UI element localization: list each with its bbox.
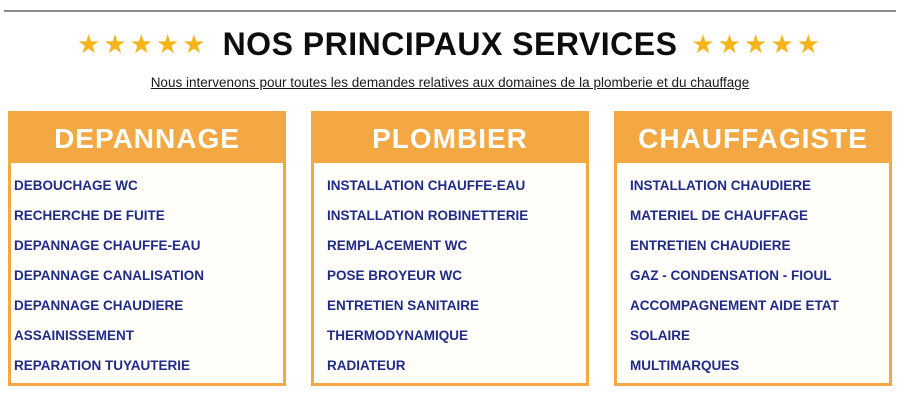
services-page [0,10,900,403]
page-subtitle: Nous intervenons pour toutes les demandes relatives aux domaines de la plomberie et du chauffage [150,75,750,90]
star-rating-right-icon: ★★★★★ [691,29,823,59]
column-title-depannage: DEPANNAGE [11,114,283,163]
service-item[interactable]: RECHERCHE DE FUITE [14,208,165,223]
service-item[interactable]: ENTRETIEN CHAUDIERE [630,238,791,253]
service-list-chauffagiste [617,163,889,381]
service-item[interactable]: RADIATEUR [327,358,406,373]
column-title-plombier: PLOMBIER [314,114,586,163]
service-item[interactable]: MATERIEL DE CHAUFFAGE [630,208,809,223]
page-header [0,24,900,90]
service-item[interactable]: SOLAIRE [630,328,691,343]
service-item[interactable]: DEBOUCHAGE WC [14,178,138,193]
service-item[interactable]: POSE BROYEUR WC [327,268,463,283]
service-item[interactable]: THERMODYNAMIQUE [327,328,468,343]
service-column-chauffagiste [614,111,892,386]
top-divider [4,10,896,12]
service-item[interactable]: INSTALLATION ROBINETTERIE [327,208,529,223]
column-title-chauffagiste: CHAUFFAGISTE [617,114,889,163]
service-item[interactable]: DEPANNAGE CANALISATION [14,268,205,283]
service-item[interactable]: GAZ - CONDENSATION - FIOUL [630,268,832,283]
service-item[interactable]: REPARATION TUYAUTERIE [14,358,191,373]
service-item[interactable]: ENTRETIEN SANITAIRE [327,298,480,313]
service-list-plombier [314,163,586,381]
title-row [0,24,900,64]
service-item[interactable]: ACCOMPAGNEMENT AIDE ETAT [630,298,839,313]
service-column-plombier [311,111,589,386]
service-item[interactable]: ASSAINISSEMENT [14,328,135,343]
service-list-depannage [11,163,283,381]
star-rating-left-icon: ★★★★★ [77,29,209,59]
service-column-depannage [8,111,286,386]
service-item[interactable]: MULTIMARQUES [630,358,740,373]
page-title: NOS PRINCIPAUX SERVICES [222,25,678,62]
service-item[interactable]: DEPANNAGE CHAUDIERE [14,298,184,313]
service-columns [0,111,900,386]
service-item[interactable]: INSTALLATION CHAUFFE-EAU [327,178,526,193]
service-item[interactable]: REMPLACEMENT WC [327,238,468,253]
service-item[interactable]: DEPANNAGE CHAUFFE-EAU [14,238,201,253]
service-item[interactable]: INSTALLATION CHAUDIERE [630,178,811,193]
